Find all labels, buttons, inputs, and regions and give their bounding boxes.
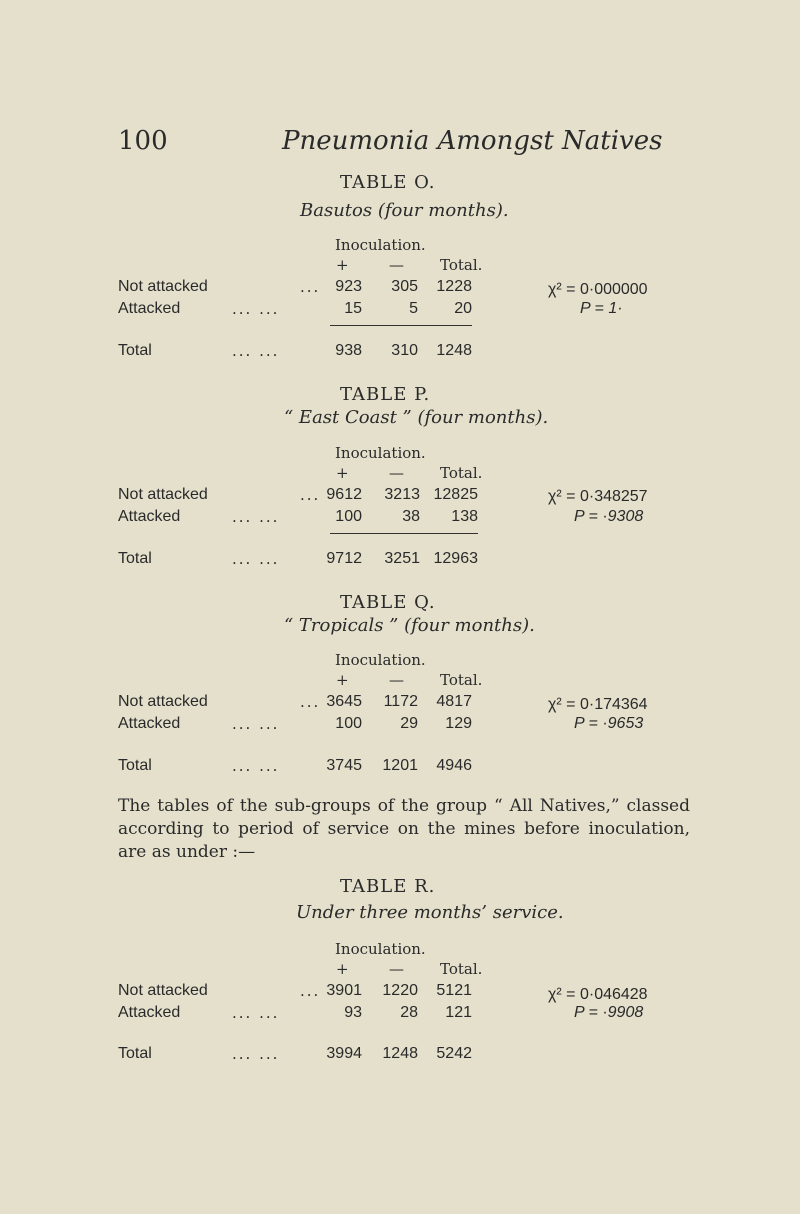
inoculation-label: Inoculation.	[335, 444, 426, 462]
cell-value: 1201	[382, 757, 418, 774]
inoculation-label: Inoculation.	[335, 651, 426, 669]
total-label: Total	[118, 550, 152, 567]
cell-value: 9712	[326, 550, 362, 567]
row-dots: ... ...	[232, 715, 280, 733]
table-subtitle: Basutos (four months).	[300, 200, 509, 221]
row-label: Attacked	[118, 508, 181, 525]
col-minus-header: —	[389, 256, 404, 274]
row-dots: ... ...	[232, 1004, 280, 1022]
row-label: Not attacked	[118, 982, 208, 999]
p-value: P = 1·	[580, 300, 623, 317]
row-dots: ... ...	[232, 342, 280, 360]
cell-value: 5121	[436, 982, 472, 999]
cell-value: 1228	[436, 278, 472, 295]
col-minus-header: —	[389, 960, 404, 978]
col-plus-header: +	[336, 464, 349, 482]
cell-value: 923	[335, 278, 362, 295]
chi-square: χ² = 0·000000	[548, 281, 648, 298]
cell-value: 138	[451, 508, 478, 525]
table-title: TABLE O.	[340, 172, 436, 193]
table-title: TABLE P.	[340, 384, 431, 405]
row-label: Not attacked	[118, 278, 208, 295]
col-minus-header: —	[389, 464, 404, 482]
chi-square: χ² = 0·348257	[548, 488, 648, 505]
cell-value: 5242	[436, 1045, 472, 1062]
row-label: Attacked	[118, 1004, 181, 1021]
row-dots: ... ...	[232, 757, 280, 775]
total-label: Total	[118, 1045, 152, 1062]
cell-value: 938	[335, 342, 362, 359]
row-label: Attacked	[118, 300, 181, 317]
cell-value: 4946	[436, 757, 472, 774]
cell-value: 1172	[383, 693, 418, 710]
col-total-header: Total.	[440, 256, 483, 274]
cell-value: 15	[344, 300, 362, 317]
col-total-header: Total.	[440, 671, 483, 689]
p-value: P = ·9308	[574, 508, 644, 525]
cell-value: 129	[445, 715, 472, 732]
col-plus-header: +	[336, 960, 349, 978]
cell-value: 3251	[384, 550, 420, 567]
row-dots: ... ...	[232, 550, 280, 568]
cell-value: 38	[402, 508, 420, 525]
cell-value: 100	[335, 508, 362, 525]
cell-value: 3645	[326, 693, 362, 710]
row-label: Not attacked	[118, 693, 208, 710]
table-rule	[330, 533, 478, 534]
table-title: TABLE R.	[340, 876, 436, 897]
cell-value: 12825	[433, 486, 478, 503]
row-dots: ... ...	[232, 1045, 280, 1063]
running-head: Pneumonia Amongst Natives	[282, 126, 663, 156]
cell-value: 3994	[326, 1045, 362, 1062]
chi-square: χ² = 0·046428	[548, 986, 648, 1003]
body-paragraph: The tables of the sub-groups of the group “ All Natives,” classed according to period of service on the mines before inoculation, are as under :—	[118, 796, 690, 862]
inoculation-label: Inoculation.	[335, 940, 426, 958]
col-plus-header: +	[336, 256, 349, 274]
cell-value: 3745	[326, 757, 362, 774]
inoculation-label: Inoculation.	[335, 236, 426, 254]
table-subtitle: Under three months’ service.	[296, 902, 564, 923]
cell-value: 28	[400, 1004, 418, 1021]
col-total-header: Total.	[440, 464, 483, 482]
cell-value: 29	[400, 715, 418, 732]
total-label: Total	[118, 342, 152, 359]
cell-value: 100	[335, 715, 362, 732]
table-subtitle: “ Tropicals ” (four months).	[284, 615, 535, 636]
cell-value: 1220	[382, 982, 418, 999]
table-title: TABLE Q.	[340, 592, 436, 613]
cell-value: 12963	[433, 550, 478, 567]
row-label: Not attacked	[118, 486, 208, 503]
table-subtitle: “ East Coast ” (four months).	[284, 407, 549, 428]
p-value: P = ·9653	[574, 715, 644, 732]
page-number: 100	[118, 126, 168, 156]
cell-value: 1248	[436, 342, 472, 359]
cell-value: 3213	[384, 486, 420, 503]
cell-value: 121	[445, 1004, 472, 1021]
cell-value: 9612	[326, 486, 362, 503]
chi-square: χ² = 0·174364	[548, 696, 648, 713]
cell-value: 3901	[326, 982, 362, 999]
table-rule	[330, 325, 472, 326]
row-label: Attacked	[118, 715, 181, 732]
p-value: P = ·9908	[574, 1004, 644, 1021]
col-total-header: Total.	[440, 960, 483, 978]
row-dots: ...	[300, 486, 321, 504]
row-dots: ...	[300, 278, 321, 296]
cell-value: 305	[391, 278, 418, 295]
cell-value: 20	[454, 300, 472, 317]
row-dots: ...	[300, 982, 321, 1000]
row-dots: ... ...	[232, 300, 280, 318]
cell-value: 4817	[436, 693, 472, 710]
cell-value: 1248	[382, 1045, 418, 1062]
row-dots: ... ...	[232, 508, 280, 526]
row-dots: ...	[300, 693, 321, 711]
cell-value: 93	[344, 1004, 362, 1021]
total-label: Total	[118, 757, 152, 774]
cell-value: 310	[391, 342, 418, 359]
col-minus-header: —	[389, 671, 404, 689]
col-plus-header: +	[336, 671, 349, 689]
cell-value: 5	[409, 300, 418, 317]
